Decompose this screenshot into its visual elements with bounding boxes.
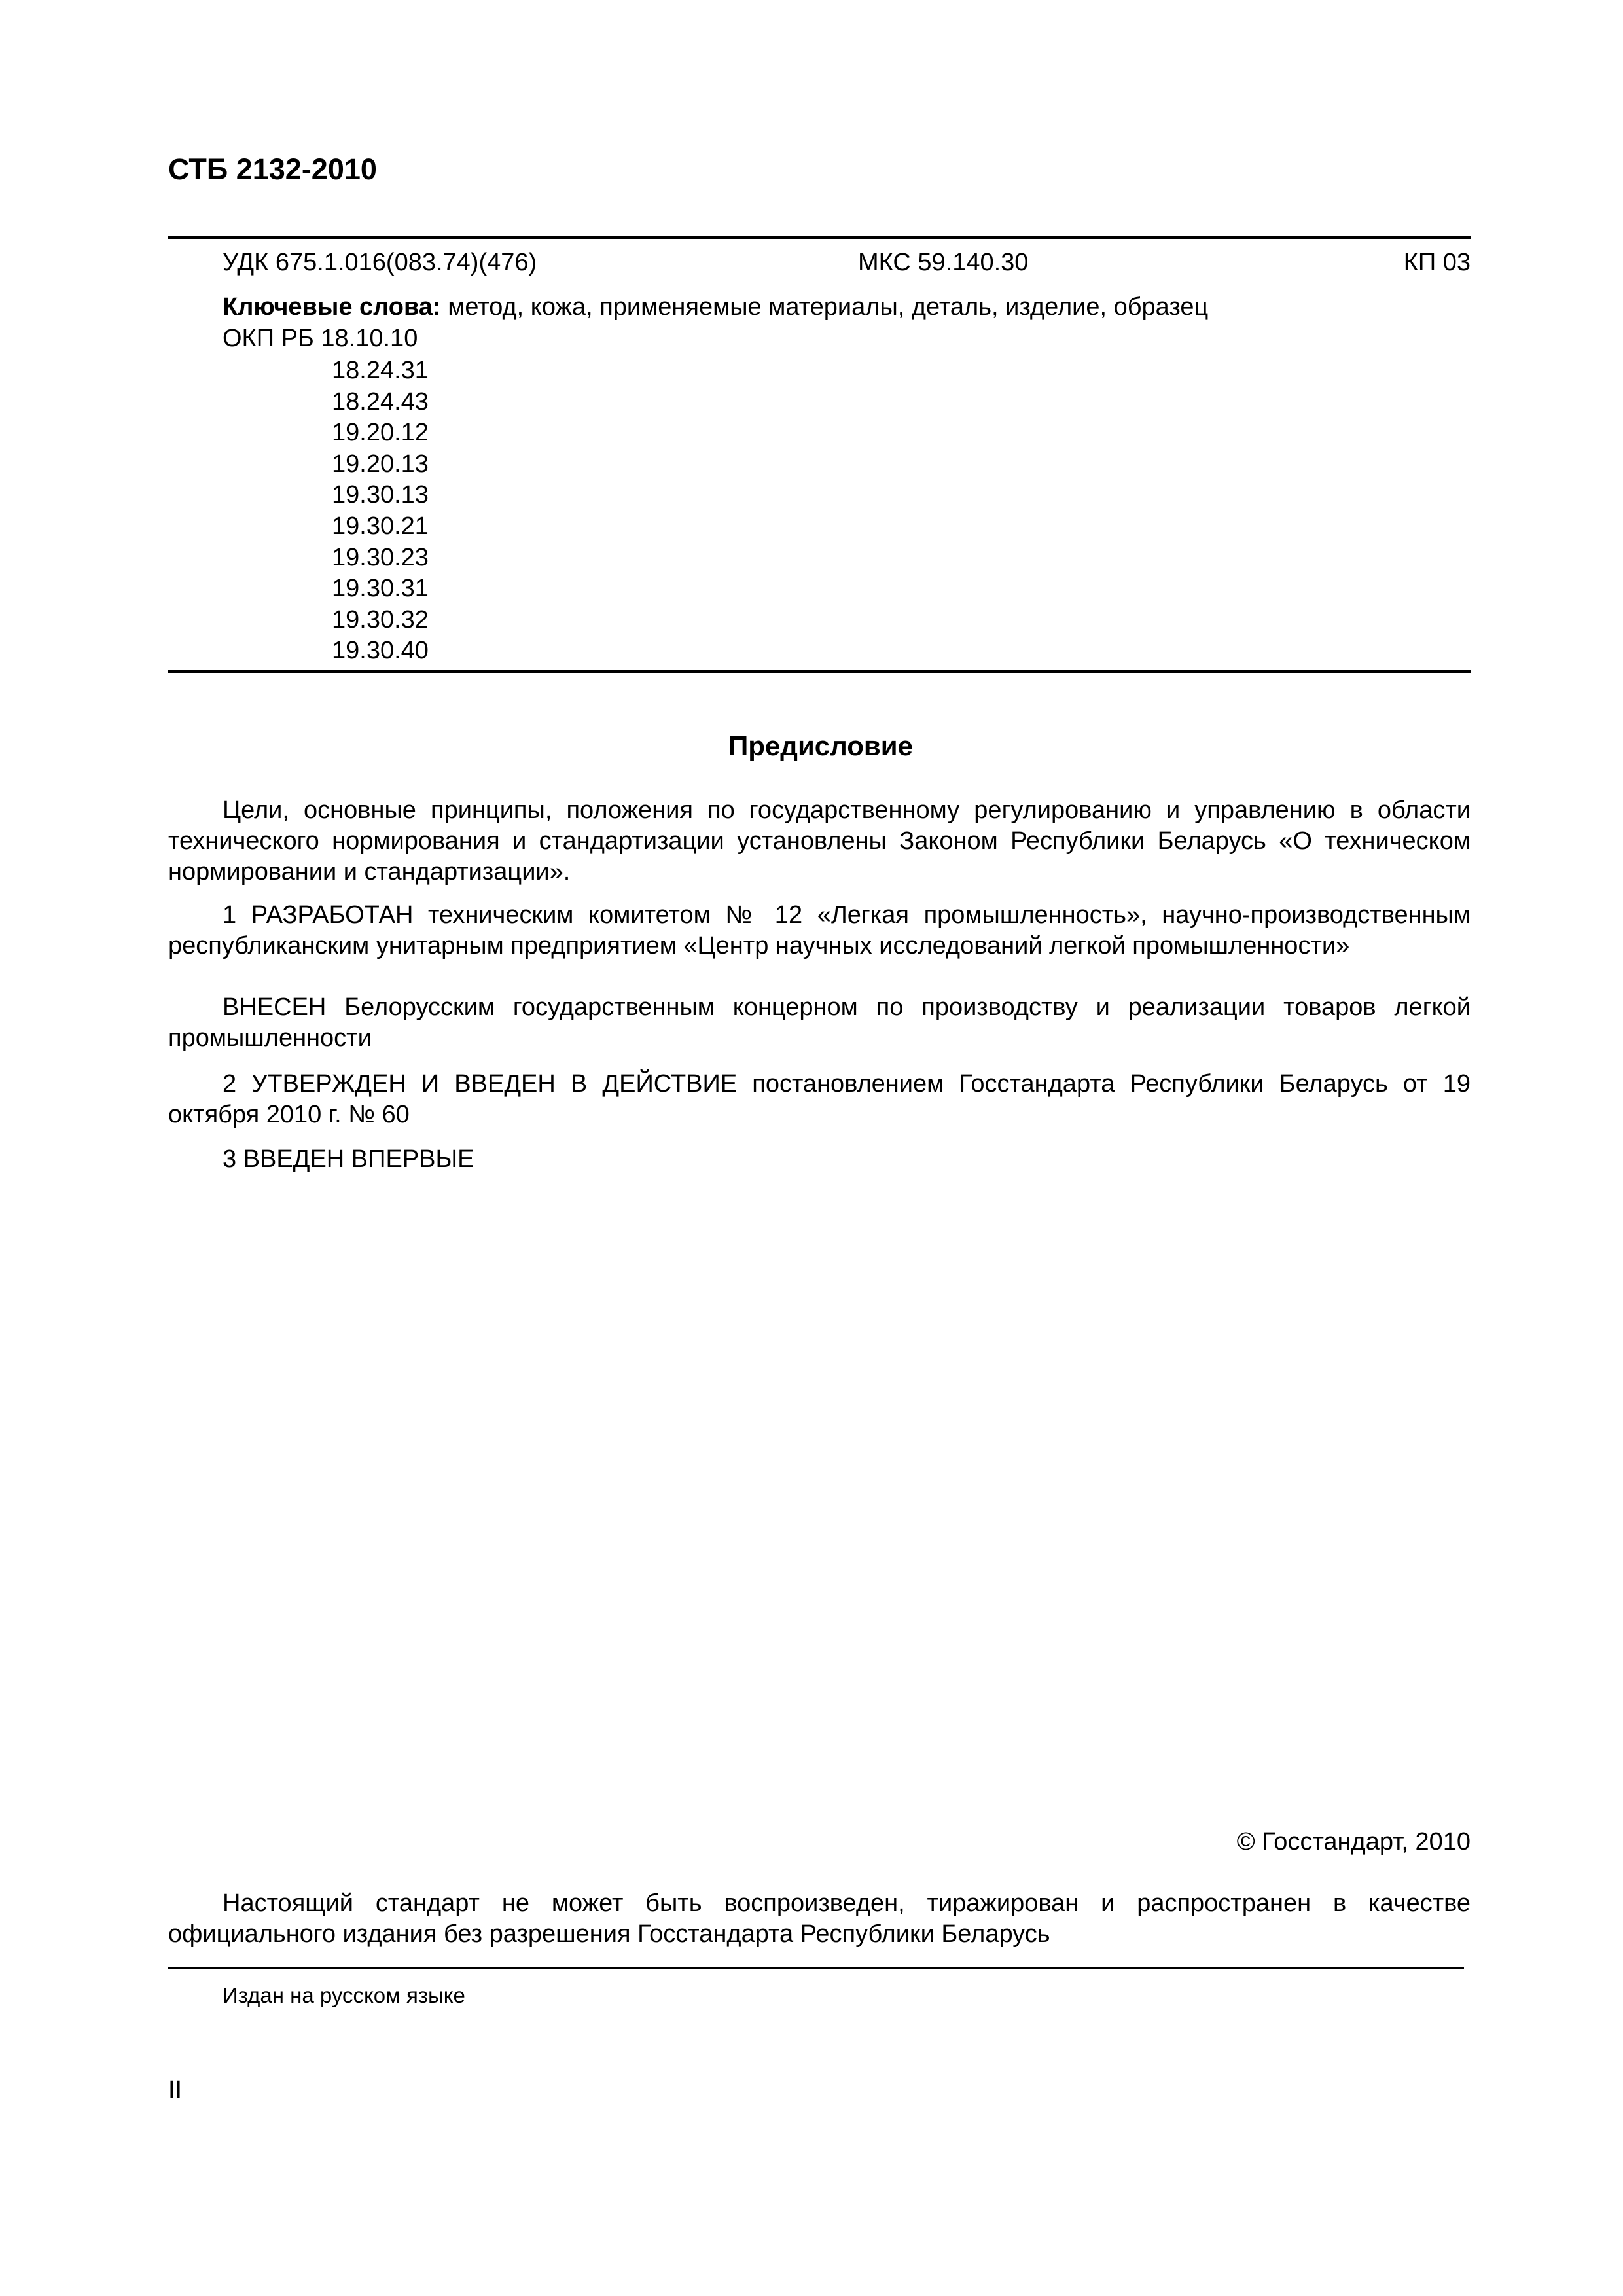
preface-item-2: 2 УТВЕРЖДЕН И ВВЕДЕН В ДЕЙСТВИЕ постановлением Госстандарта Республики Беларусь от 19 октября 2010 г. № 60	[168, 1070, 1471, 1128]
okp-code: 19.30.13	[332, 481, 429, 509]
document-code: СТБ 2132-2010	[168, 152, 377, 186]
okp-code: 18.24.31	[332, 357, 429, 384]
okp-code: 19.20.13	[332, 450, 429, 478]
preface-item-1-introduced: ВНЕСЕН Белорусским государственным концерном по производству и реализации товаров легкой промышленности	[168, 994, 1471, 1052]
page-number: II	[168, 2076, 183, 2104]
keywords-line	[223, 293, 1208, 321]
bottom-divider	[168, 670, 1471, 673]
preface-item-3: 3 ВВЕДЕН ВПЕРВЫЕ	[223, 1145, 474, 1173]
okp-code: 19.20.12	[332, 419, 429, 447]
preface-title: Предисловие	[728, 730, 913, 761]
kp-code: КП 03	[1403, 249, 1471, 276]
keywords-text: метод, кожа, применяемые материалы, деталь, изделие, образец	[440, 293, 1209, 321]
mks-code: МКС 59.140.30	[858, 249, 1029, 276]
udk-code: УДК 675.1.016(083.74)(476)	[223, 249, 537, 276]
copyright-notice: © Госстандарт, 2010	[1236, 1828, 1471, 1856]
okp-code: 19.30.40	[332, 637, 429, 665]
okp-code: 19.30.23	[332, 543, 429, 571]
okp-code: 18.24.43	[332, 387, 429, 416]
reproduction-notice: Настоящий стандарт не может быть воспроизведен, тиражирован и распространен в качестве официального издания без разрешения Госстандарта Республики Беларусь	[168, 1890, 1471, 1948]
okp-code: 19.30.31	[332, 575, 429, 603]
okp-code: 19.30.32	[332, 605, 429, 634]
okp-label: ОКП РБ 18.10.10	[223, 325, 418, 352]
preface-intro: Цели, основные принципы, положения по государственному регулированию и управлению в области технического нормирования и стандартизации установлены Законом Республики Беларусь «О техническом нормировании и стандартизации».	[168, 797, 1471, 886]
keywords-label: Ключевые слова:	[223, 293, 441, 321]
footer-divider	[168, 1967, 1464, 1969]
top-divider	[168, 236, 1471, 239]
okp-code-list	[332, 355, 429, 667]
edition-language: Издан на русском языке	[223, 1983, 465, 2007]
preface-item-1: 1 РАЗРАБОТАН техническим комитетом № 12 «Легкая промышленность», научно-производственным республиканским унитарным предприятием «Центр научных исследований легкой промышленности»	[168, 901, 1471, 960]
okp-code: 19.30.21	[332, 512, 429, 540]
